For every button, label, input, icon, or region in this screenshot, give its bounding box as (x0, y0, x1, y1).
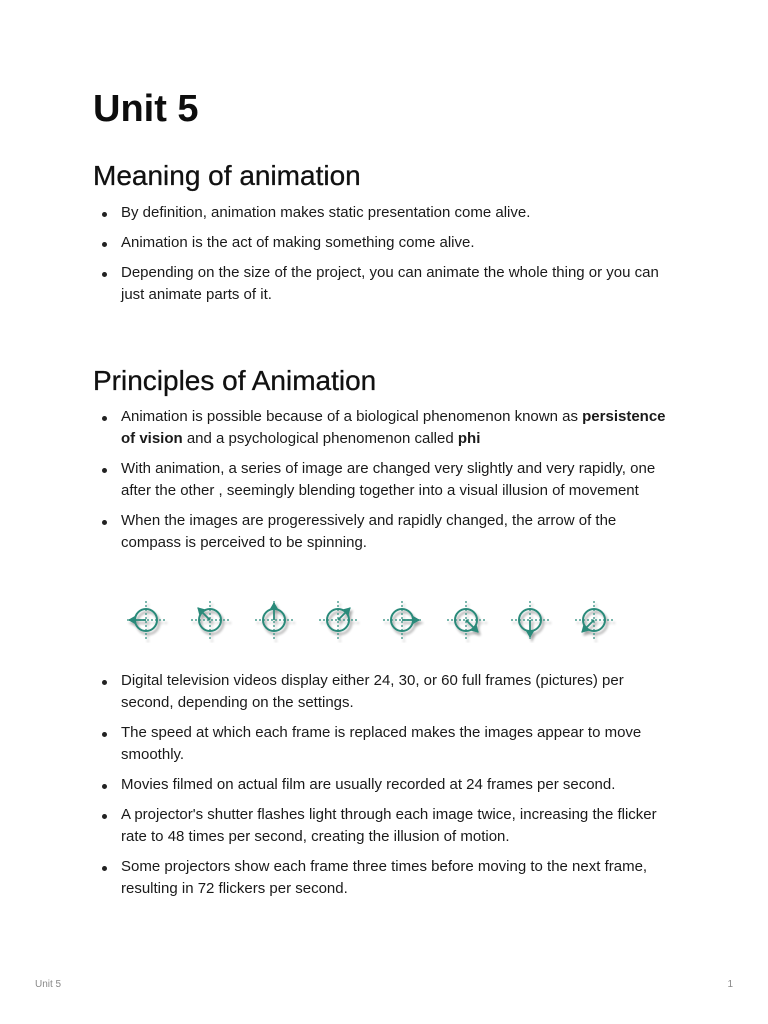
compass-south-east-icon (442, 596, 490, 644)
compass-west-icon (122, 596, 170, 644)
principles-bullet-list (98, 406, 678, 562)
compass-north-west-icon (186, 596, 234, 644)
compass-north-icon (250, 596, 298, 644)
footer-page-number: 1 (727, 979, 733, 990)
compass-south-icon (506, 596, 554, 644)
footer-unit-label: Unit 5 (35, 979, 62, 990)
compass-animation-frames (122, 596, 622, 646)
section-heading-meaning: Meaning of animation (93, 160, 361, 191)
frame-rate-bullet-list (98, 670, 678, 908)
compass-south-west-icon (570, 596, 618, 644)
list-item: By definition, animation makes static presentation come alive. (98, 202, 678, 224)
bold-term-phi: phi (457, 430, 481, 447)
meaning-bullet-list (98, 202, 678, 314)
list-item: Movies filmed on actual film are usually recorded at 24 frames per second. (98, 774, 678, 796)
list-item: When the images are progeressively and rapidly changed, the arrow of the compass is perceived to be spinning. (98, 510, 678, 554)
list-item: Some projectors show each frame three times before moving to the next frame, resulting in 72 flickers per second. (98, 856, 678, 900)
list-item (98, 406, 678, 450)
list-item: Depending on the size of the project, you can animate the whole thing or you can just animate parts of it. (98, 262, 678, 306)
list-item: Digital television videos display either 24, 30, or 60 full frames (pictures) per second, depending on the settings. (98, 670, 678, 714)
page-title: Unit 5 (93, 88, 199, 130)
section-heading-principles: Principles of Animation (93, 365, 377, 396)
list-item: With animation, a series of image are changed very slightly and very rapidly, one after the other , seemingly blending together into a visual illusion of movement (98, 458, 678, 502)
bullet-text: and a psychological phenomenon called (182, 430, 458, 447)
compass-north-east-icon (314, 596, 362, 644)
list-item: A projector's shutter flashes light through each image twice, increasing the flicker rate to 48 times per second, creating the illusion of motion. (98, 804, 678, 848)
bold-term-persistence-of-vision: persistence of vision (121, 408, 666, 447)
compass-east-icon (378, 596, 426, 644)
list-item: Animation is the act of making something come alive. (98, 232, 678, 254)
bullet-text: Animation is possible because of a biological phenomenon known as (121, 408, 583, 425)
list-item: The speed at which each frame is replaced makes the images appear to move smoothly. (98, 722, 678, 766)
